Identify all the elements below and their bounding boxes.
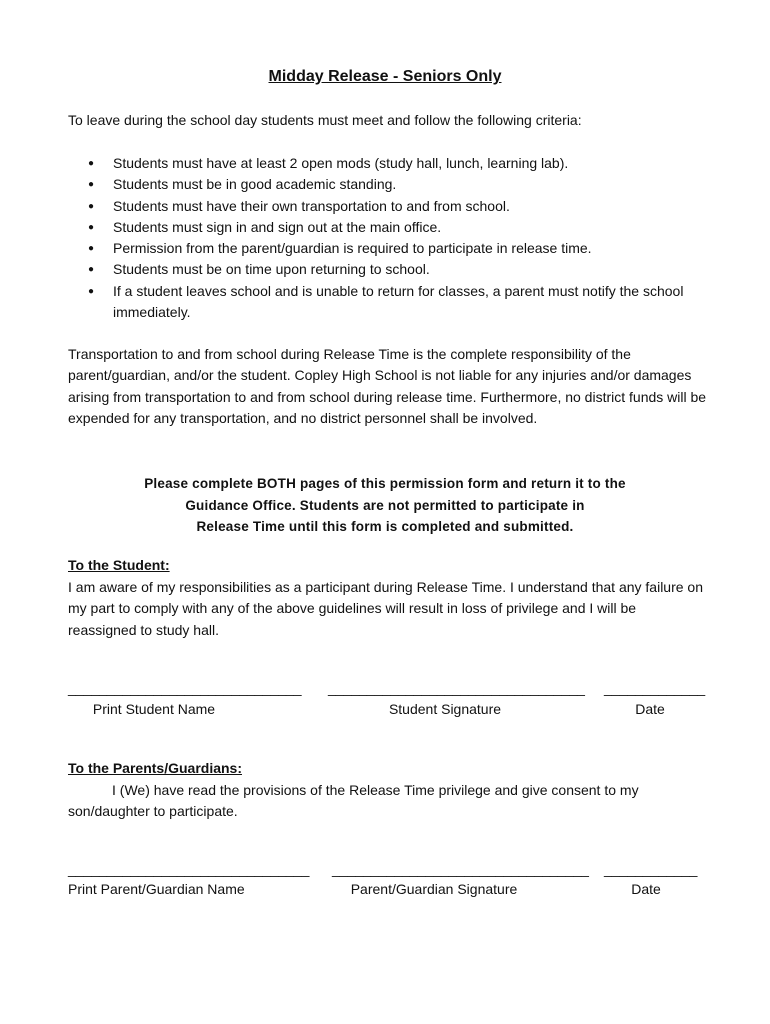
criteria-item: ● Students must be in good academic standing. [88,174,728,195]
student-heading: To the Student: [68,557,170,573]
notice-line: Guidance Office. Students are not permitted to participate in [185,497,585,513]
student-date-label: Date [635,701,665,717]
criteria-item: ● Students must have at least 2 open mods (study hall, lunch, learning lab). [88,153,728,174]
criteria-item: ● Students must have their own transportation to and from school. [88,196,728,217]
student-signature-label: Student Signature [388,701,502,717]
student-date-line[interactable]: _____________ [604,680,706,696]
parents-statement: I (We) have read the provisions of the Release Time privilege and give consent to my son/daughter to participate. [68,782,639,820]
notice-line: Release Time until this form is completed and submitted. [196,519,574,534]
parent-signature-line[interactable]: _________________________________ [332,861,589,877]
parent-date-label: Date [631,881,661,897]
parent-name-line[interactable]: _______________________________ [68,861,310,877]
intro-text: To leave during the school day students must meet and follow the following criteria: [68,112,582,128]
student-statement: I am aware of my responsibilities as a participant during Release Time. I understand that any failure on my part to comply with any of the above guidelines will result in loss of privilege and I will be reassigned to study hall. [68,579,703,638]
submission-notice [60,473,710,538]
criteria-item: ● Students must sign in and sign out at the main office. [88,217,728,238]
parents-heading: To the Parents/Guardians: [68,760,242,776]
parent-signature-label: Parent/Guardian Signature [350,881,518,897]
parent-date-line[interactable]: ____________ [604,861,698,877]
student-signature-line[interactable]: _________________________________ [328,680,585,696]
parent-name-label: Print Parent/Guardian Name [68,881,245,897]
student-name-line[interactable]: ______________________________ [68,680,302,696]
criteria-item: ● If a student leaves school and is unable to return for classes, a parent must notify the school immediately. [88,281,728,324]
criteria-item: ● Permission from the parent/guardian is required to participate in release time. [88,238,728,259]
notice-line: Please complete BOTH pages of this permission form and return it to the [144,476,626,491]
transportation-paragraph: Transportation to and from school during Release Time is the complete responsibility of the parent/guardian, and/or the student. Copley High School is not liable for any injuries and/or damages arising from transportation to and from school during release time. Furthermore, no district funds will be expended for any transportation, and no district personnel shall be involved. [68,346,707,426]
student-name-label: Print Student Name [92,701,216,717]
page-title: Midday Release - Seniors Only [268,68,502,85]
criteria-list [88,153,728,323]
criteria-item: ● Students must be on time upon returning to school. [88,259,728,280]
